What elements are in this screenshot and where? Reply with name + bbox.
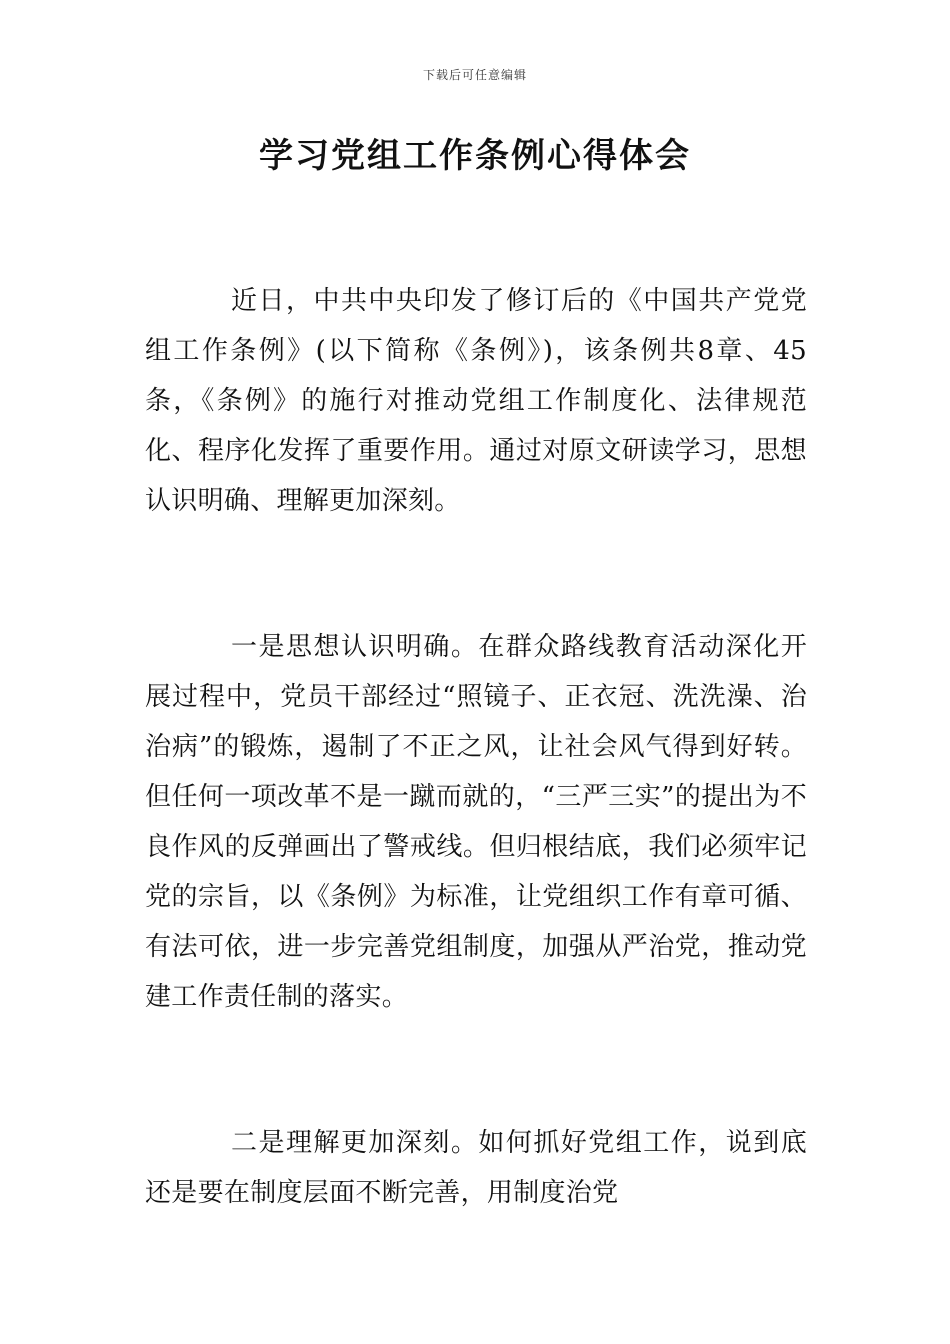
header-note: 下载后可任意编辑 (422, 68, 527, 82)
document-title: 学习党组工作条例心得体会 (259, 136, 691, 176)
paragraph-intro: 近日，中共中央印发了修订后的《中国共产党党组工作条例》(以下简称《条例》)，该条例共8章、45条，《条例》的施行对推动党组工作制度化、法律规范化、程序化发挥了重要作用。通过对原文研读学习，思想认识明确、理解更加深刻。 (145, 286, 807, 516)
paragraph-point-one: 一是思想认识明确。在群众路线教育活动深化开展过程中，党员干部经过“照镜子、正衣冠、洗洗澡、治治病”的锻炼，遏制了不正之风，让社会风气得到好转。但任何一项改革不是一蹴而就的，“三严三实”的提出为不良作风的反弹画出了警戒线。但归根结底，我们必须牢记党的宗旨，以《条例》为标准，让党组织工作有章可循、有法可依，进一步完善党组制度，加强从严治党，推动党建工作责任制的落实。 (145, 632, 807, 1012)
paragraph-point-two: 二是理解更加深刻。如何抓好党组工作，说到底还是要在制度层面不断完善，用制度治党 (145, 1128, 807, 1208)
